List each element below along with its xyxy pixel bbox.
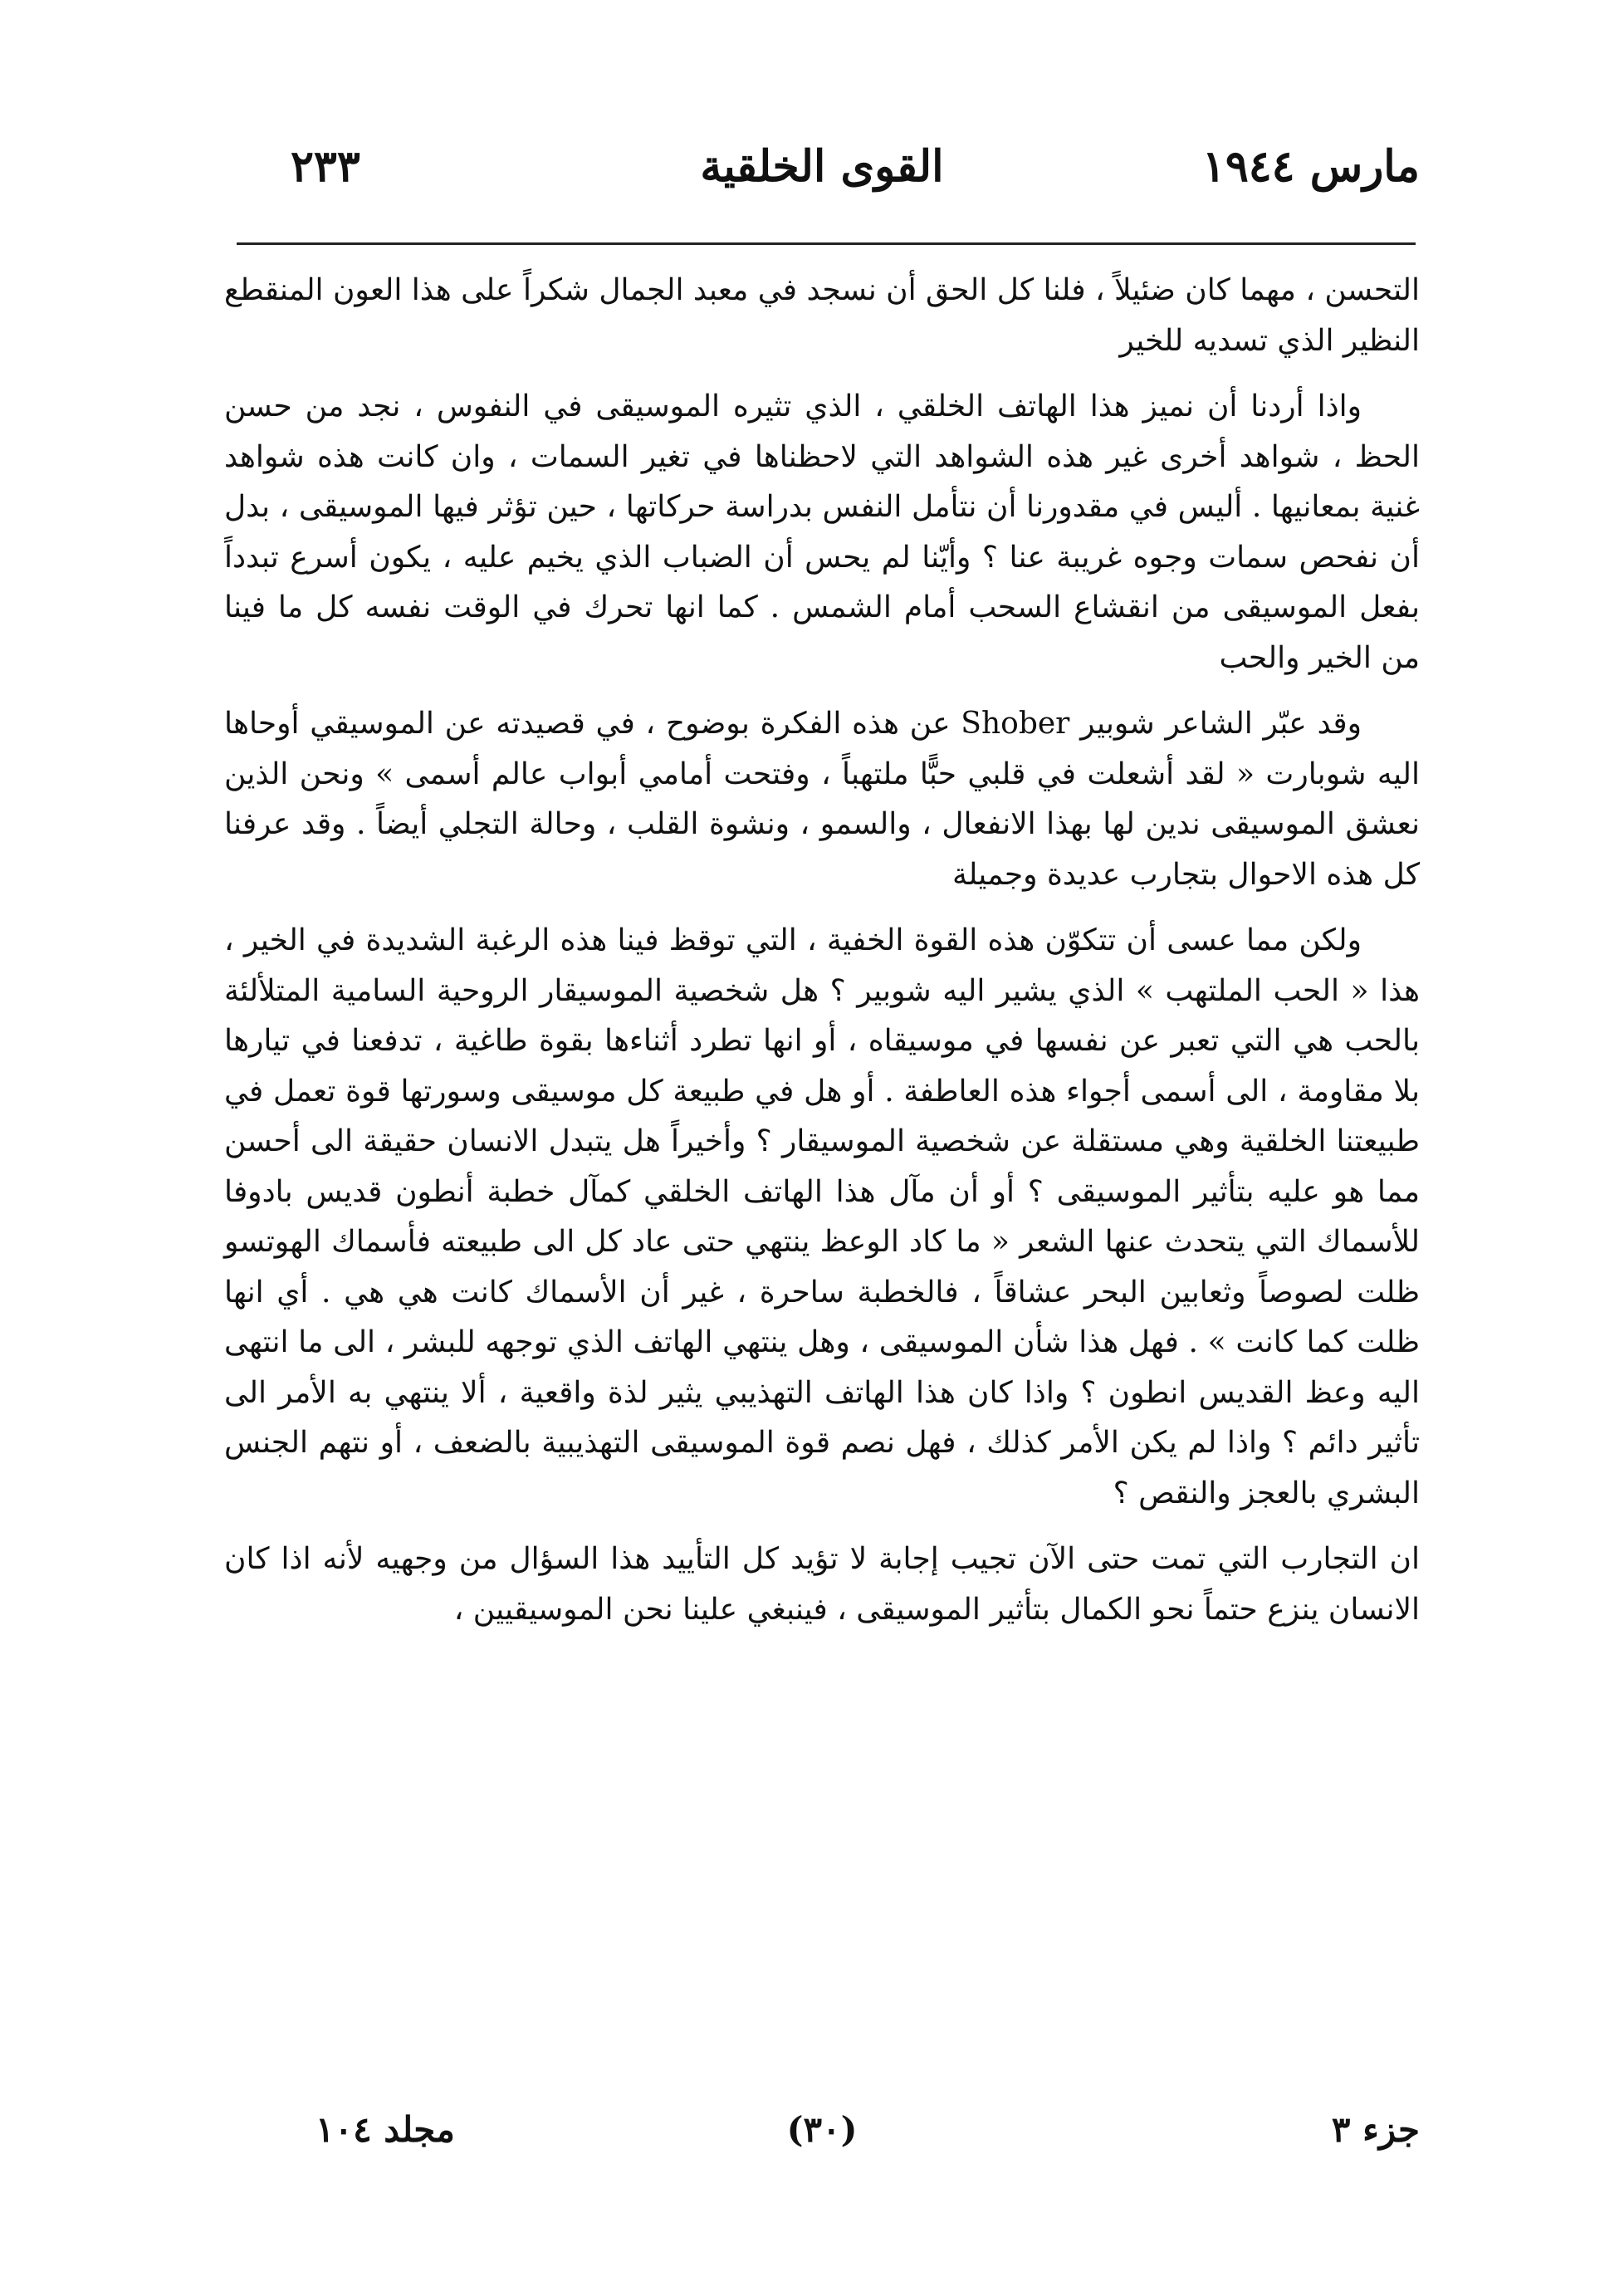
page-header bbox=[224, 141, 1420, 208]
paragraph-4: ولكن مما عسى أن تتكوّن هذه القوة الخفية ، التي توقظ فينا هذه الرغبة الشديدة في الخير ، هذا « الحب الملتهب » الذي يشير اليه شوبير ؟ هل شخصية الموسيقار الروحية السامية المتلألئة بالحب هي التي تعبر عن نفسها في موسيقاه ، أو انها تطرد أثناءها بقوة طاغية ، تدفعنا في تيارها بلا مقاومة ، الى أسمى أجواء هذه العاطفة . أو هل في طبيعة كل موسيقى وسورتها قوة تعمل في طبيعتنا الخلقية وهي مستقلة عن شخصية الموسيقار ؟ وأخيراً هل يتبدل الانسان حقيقة الى أحسن مما هو عليه بتأثير الموسيقى ؟ أو أن مآل هذا الهاتف الخلقي كمآل خطبة أنطون قديس بادوفا للأسماك التي يتحدث عنها الشعر « ما كاد الوعظ ينتهي حتى عاد كل الى طبيعته فأسماك الهوتسو ظلت لصوصاً وثعابين البحر عشاقاً ، فالخطبة ساحرة ، غير أن الأسماك كانت هي هي . أي انها ظلت كما كانت » . فهل هذا شأن الموسيقى ، وهل ينتهي الهاتف الذي توجهه للبشر ، الى ما انتهى اليه وعظ القديس انطون ؟ واذا كان هذا الهاتف التهذيبي يثير لذة واقعية ، ألا ينتهي به الأمر الى تأثير دائم ؟ واذا لم يكن الأمر كذلك ، فهل نصم قوة الموسيقى التهذيبية بالضعف ، أو نتهم الجنس البشري بالعجز والنقص ؟ bbox=[224, 923, 1421, 1510]
footer-sheet-number: (٣٠) bbox=[786, 2109, 858, 2150]
page-number: ٢٣٣ bbox=[291, 141, 360, 192]
paragraph-1: التحسن ، مهما كان ضئيلاً ، فلنا كل الحق أن نسجد في معبد الجمال شكراً على هذا العون المنقطع النظير الذي تسديه للخير bbox=[224, 273, 1420, 358]
paragraph-2: واذا أردنا أن نميز هذا الهاتف الخلقي ، الذي تثيره الموسيقى في النفوس ، نجد من حسن الحظ ، شواهد أخرى غير هذه الشواهد التي لاحظناها في تغير السمات ، وان كانت هذه شواهد غنية بمعانيها . أليس في مقدورنا أن نتأمل النفس بدراسة حركاتها ، حين تؤثر فيها الموسيقى ، بدل أن نفحص سمات وجوه غريبة عنا ؟ وأيّنا لم يحس أن الضباب الذي يخيم عليه ، يكون أسرع تبدداً بفعل الموسيقى من انقشاع السحب أمام الشمس . كما انها تحرك في الوقت نفسه كل ما فينا من الخير والحب bbox=[224, 389, 1420, 675]
header-divider bbox=[237, 242, 1416, 245]
footer-part: جزء ٣ bbox=[1331, 2109, 1420, 2150]
page-footer bbox=[224, 2109, 1420, 2167]
header-title: القوى الخلقية bbox=[700, 141, 944, 192]
footer-volume: مجلد ١٠٤ bbox=[316, 2109, 455, 2150]
article-body bbox=[224, 266, 1420, 1651]
header-date: مارس ١٩٤٤ bbox=[1201, 141, 1420, 192]
paragraph-5: ان التجارب التي تمت حتى الآن تجيب إجابة لا تؤيد كل التأييد هذا السؤال من وجهيه لأنه اذا كان الانسان ينزع حتماً نحو الكمال بتأثير الموسيقى ، فينبغي علينا نحن الموسيقيين ، bbox=[224, 1542, 1420, 1627]
paragraph-3: وقد عبّر الشاعر شوبير Shober عن هذه الفكرة بوضوح ، في قصيدته عن الموسيقي أوحاها اليه شوبارت « لقد أشعلت في قلبي حبًّا ملتهباً ، وفتحت أمامي أبواب عالم أسمى » ونحن الذين نعشق الموسيقى ندين لها بهذا الانفعال ، والسمو ، ونشوة القلب ، وحالة التجلي أيضاً . وقد عرفنا كل هذه الاحوال بتجارب عديدة وجميلة bbox=[224, 707, 1420, 892]
